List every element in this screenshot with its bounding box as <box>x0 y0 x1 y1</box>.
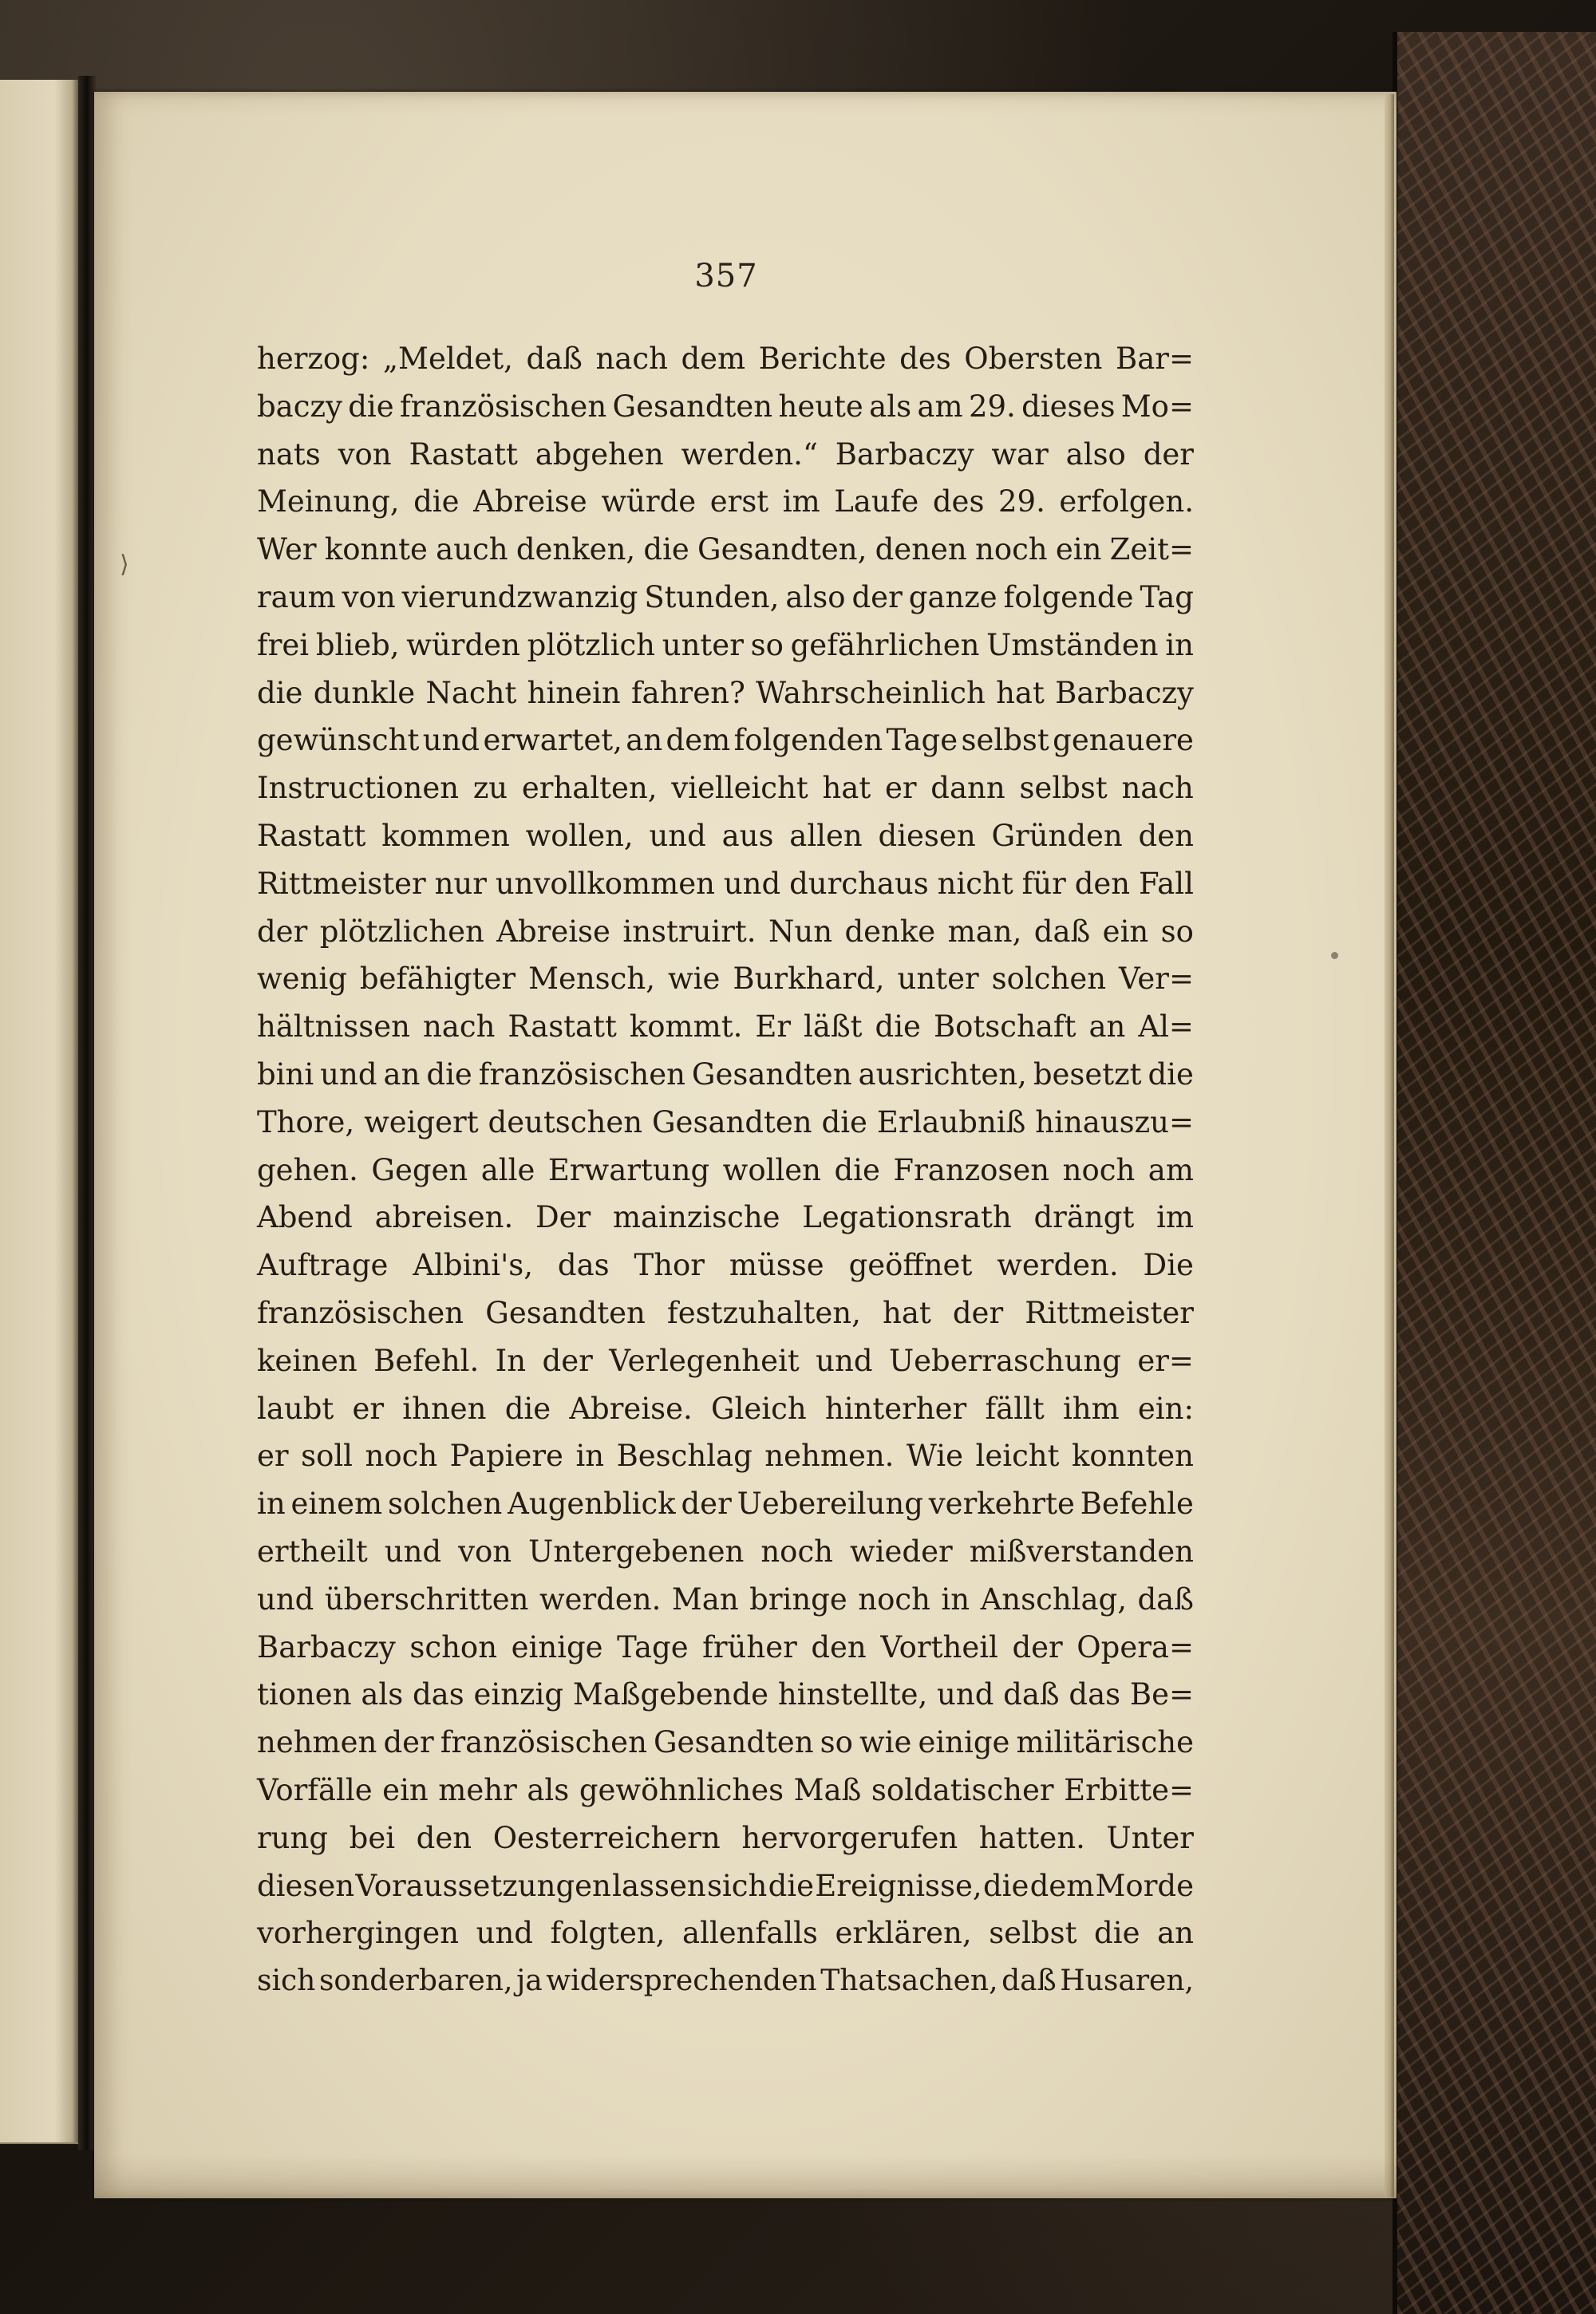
page-bottom-shadow <box>94 2154 1396 2198</box>
text-line: hältnissen nach Rastatt kommt. Er läßt die Botschaft an Al= <box>257 1009 1194 1044</box>
facing-page-edge <box>0 80 78 2144</box>
text-line: bini und an die französischen Gesandten ausrichten, besetzt die <box>257 1056 1194 1092</box>
text-line: gehen. Gegen alle Erwartung wollen die Franzosen noch am <box>257 1152 1194 1187</box>
text-line: Meinung, die Abreise würde erst im Laufe des 29. erfolgen. <box>257 484 1194 519</box>
text-line: vorhergingen und folgten, allenfalls erklären, selbst die an <box>257 1916 1194 1951</box>
text-line: wenig befähigter Mensch, wie Burkhard, unter solchen Ver= <box>257 962 1194 997</box>
text-line: Auftrage Albini's, das Thor müsse geöffnet werden. Die <box>257 1248 1194 1283</box>
text-line: rung bei den Oesterreichern hervorgerufen hatten. Unter <box>257 1820 1194 1855</box>
text-line: diesen Voraussetzungen lassen sich die Ereignisse, die dem Morde <box>257 1868 1194 1903</box>
text-line: und überschritten werden. Man bringe noch in Anschlag, daß <box>257 1581 1194 1617</box>
text-line: französischen Gesandten festzuhalten, hat der Rittmeister <box>257 1295 1194 1330</box>
text-line: keinen Befehl. In der Verlegenheit und Ueberraschung er= <box>257 1343 1194 1378</box>
text-line: Rittmeister nur unvollkommen und durchaus nicht für den Fall <box>257 866 1194 901</box>
text-line: ertheilt und von Untergebenen noch wieder mißverstanden <box>257 1534 1194 1569</box>
text-line: Thore, weigert deutschen Gesandten die Erlaubniß hinauszu= <box>257 1104 1194 1139</box>
margin-mark: ⟩ <box>120 551 129 578</box>
text-line: Vorfälle ein mehr als gewöhnliches Maß soldatischer Erbitte= <box>257 1772 1194 1807</box>
text-line: frei blieb, würden plötzlich unter so gefährlichen Umständen in <box>257 627 1194 662</box>
text-line: Rastatt kommen wollen, und aus allen diesen Gründen den <box>257 818 1194 853</box>
text-line: Barbaczy schon einige Tage früher den Vortheil der Opera= <box>257 1629 1194 1664</box>
text-line: Abend abreisen. Der mainzische Legationsrath drängt im <box>257 1200 1194 1235</box>
page-number: 357 <box>694 258 758 294</box>
paper-speck <box>1331 952 1338 959</box>
text-line: sich sonderbaren, ja widersprechenden Thatsachen, daß Husaren, <box>257 1965 1194 1998</box>
text-line: herzog: „Meldet, daß nach dem Berichte des Obersten Bar= <box>257 342 1194 376</box>
text-line: der plötzlichen Abreise instruirt. Nun denke man, daß ein so <box>257 914 1194 949</box>
text-line: nehmen der französischen Gesandten so wie einige militärische <box>257 1725 1194 1760</box>
text-line: laubt er ihnen die Abreise. Gleich hinterher fällt ihm ein: <box>257 1391 1194 1426</box>
page-fore-edge <box>1385 94 1394 2198</box>
book-gutter <box>78 76 96 2150</box>
text-line: nats von Rastatt abgehen werden.“ Barbaczy war also der <box>257 436 1194 472</box>
text-line: tionen als das einzig Maßgebende hinstellte, und daß das Be= <box>257 1677 1194 1712</box>
marbled-cover-edge <box>1393 32 1596 2314</box>
text-line: baczy die französischen Gesandten heute als am 29. dieses Mo= <box>257 389 1194 424</box>
text-line: Instructionen zu erhalten, vielleicht hat er dann selbst nach <box>257 771 1194 806</box>
text-line: gewünscht und erwartet, an dem folgenden Tage selbst genauere <box>257 723 1194 758</box>
text-line: er soll noch Papiere in Beschlag nehmen. Wie leicht konnten <box>257 1439 1194 1474</box>
text-line: raum von vierundzwanzig Stunden, also der ganze folgende Tag <box>257 579 1194 614</box>
text-line: die dunkle Nacht hinein fahren? Wahrscheinlich hat Barbaczy <box>257 675 1194 710</box>
text-line: Wer konnte auch denken, die Gesandten, denen noch ein Zeit= <box>257 532 1194 567</box>
body-text <box>257 335 1194 2005</box>
text-line: in einem solchen Augenblick der Uebereilung verkehrte Befehle <box>257 1487 1194 1522</box>
